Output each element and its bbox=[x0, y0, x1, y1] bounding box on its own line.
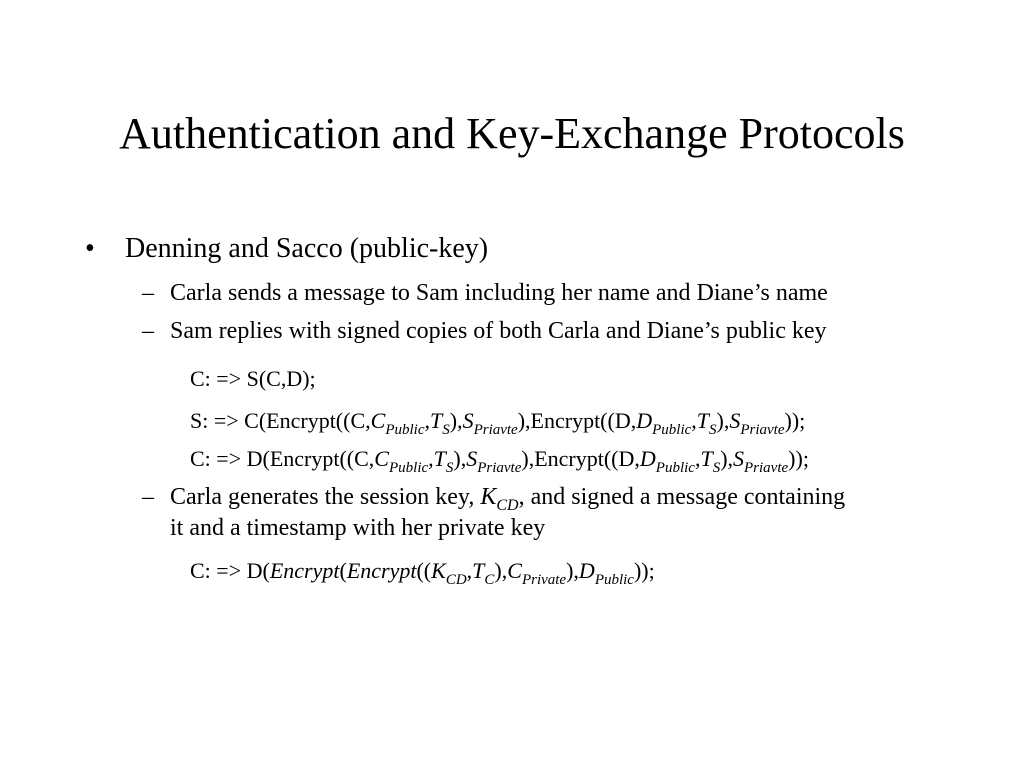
formula-3 bbox=[190, 444, 809, 474]
formula-subscript: Public bbox=[652, 422, 692, 438]
formula-text: ),Encrypt((D, bbox=[521, 446, 640, 471]
sub-item-text: Sam replies with signed copies of both Carla and Diane’s public key bbox=[170, 318, 827, 344]
formula-var: K bbox=[431, 558, 446, 583]
formula-text: , bbox=[424, 408, 430, 433]
bullet-marker: • bbox=[85, 233, 95, 264]
formula-text: C: => D(Encrypt((C, bbox=[190, 446, 375, 471]
formula-subscript: Public bbox=[385, 422, 425, 438]
formula-text: S: => C(Encrypt((C, bbox=[190, 408, 371, 433]
formula-var: T bbox=[433, 446, 446, 471]
formula-text: , bbox=[694, 446, 701, 471]
formula-var: T bbox=[429, 408, 443, 433]
formula-text: )); bbox=[788, 446, 809, 471]
formula-var: T bbox=[696, 408, 710, 433]
formula-func: Encrypt bbox=[346, 558, 417, 583]
formula-subscript: Priavte bbox=[740, 422, 785, 438]
formula-text: )); bbox=[633, 558, 655, 583]
formula-var: S bbox=[733, 446, 745, 471]
formula-text: , bbox=[466, 558, 473, 583]
formula-text: , bbox=[691, 408, 697, 433]
sub-item-text: , and signed a message containing bbox=[518, 484, 846, 510]
formula-var: D bbox=[639, 446, 656, 471]
sub-item-text: Carla sends a message to Sam including her name and Diane’s name bbox=[170, 280, 828, 306]
formula-var: T bbox=[700, 446, 713, 471]
formula-text: ), bbox=[449, 408, 463, 433]
bullet-item bbox=[85, 231, 488, 267]
formula-var: C bbox=[374, 446, 389, 471]
formula-func: Encrypt bbox=[269, 558, 340, 583]
formula-subscript: Priavte bbox=[744, 460, 789, 476]
formula-1: C: => S(C,D); bbox=[190, 366, 316, 391]
formula-var: S bbox=[462, 408, 474, 433]
formula-text: ), bbox=[494, 558, 508, 583]
formula-var: D bbox=[636, 408, 653, 433]
formula-var: S bbox=[466, 446, 478, 471]
formula-text: ),Encrypt((D, bbox=[517, 408, 637, 433]
formula-2 bbox=[190, 406, 805, 436]
formula-subscript: Public bbox=[655, 460, 695, 476]
dash-marker: – bbox=[142, 484, 154, 510]
formula-text: (( bbox=[416, 558, 432, 583]
formula-var: C bbox=[370, 408, 386, 433]
formula-text: ), bbox=[720, 446, 734, 471]
sub-item-continuation: it and a timestamp with her private key bbox=[170, 515, 546, 541]
dash-marker: – bbox=[142, 318, 154, 344]
formula-subscript: C bbox=[484, 572, 495, 588]
sub-item-1 bbox=[142, 278, 828, 309]
formula-subscript: Public bbox=[594, 572, 634, 588]
formula-text: )); bbox=[784, 408, 806, 433]
formula-subscript: Public bbox=[388, 460, 429, 476]
sub-item-3 bbox=[142, 482, 845, 544]
formula-subscript: S bbox=[709, 422, 717, 438]
bullet-text: Denning and Sacco (public-key) bbox=[125, 233, 489, 264]
formula-var: T bbox=[472, 558, 485, 583]
formula-text: C: => D( bbox=[190, 558, 270, 583]
formula-text: ), bbox=[566, 558, 579, 583]
formula-text: ), bbox=[716, 408, 730, 433]
formula-var: K bbox=[480, 484, 497, 510]
formula-var: D bbox=[578, 558, 595, 583]
slide-title: Authentication and Key-Exchange Protocols bbox=[119, 109, 905, 158]
sub-item-text: Carla generates the session key, bbox=[170, 484, 481, 510]
formula-text: ), bbox=[453, 446, 467, 471]
formula-4 bbox=[190, 556, 655, 586]
formula-text: ( bbox=[339, 558, 347, 583]
formula-subscript: S bbox=[445, 460, 454, 476]
formula-subscript: Private bbox=[521, 572, 567, 588]
formula-subscript: CD bbox=[445, 572, 467, 588]
formula-subscript: S bbox=[442, 422, 450, 438]
formula-subscript: Priavte bbox=[477, 460, 522, 476]
formula-text: , bbox=[428, 446, 434, 471]
formula-subscript: Priavte bbox=[473, 422, 518, 438]
formula-subscript: S bbox=[712, 460, 721, 476]
dash-marker: – bbox=[142, 280, 154, 306]
formula-subscript: CD bbox=[496, 497, 519, 514]
formula-var: S bbox=[729, 408, 741, 433]
formula-var: C bbox=[507, 558, 522, 583]
sub-item-2 bbox=[142, 316, 827, 347]
